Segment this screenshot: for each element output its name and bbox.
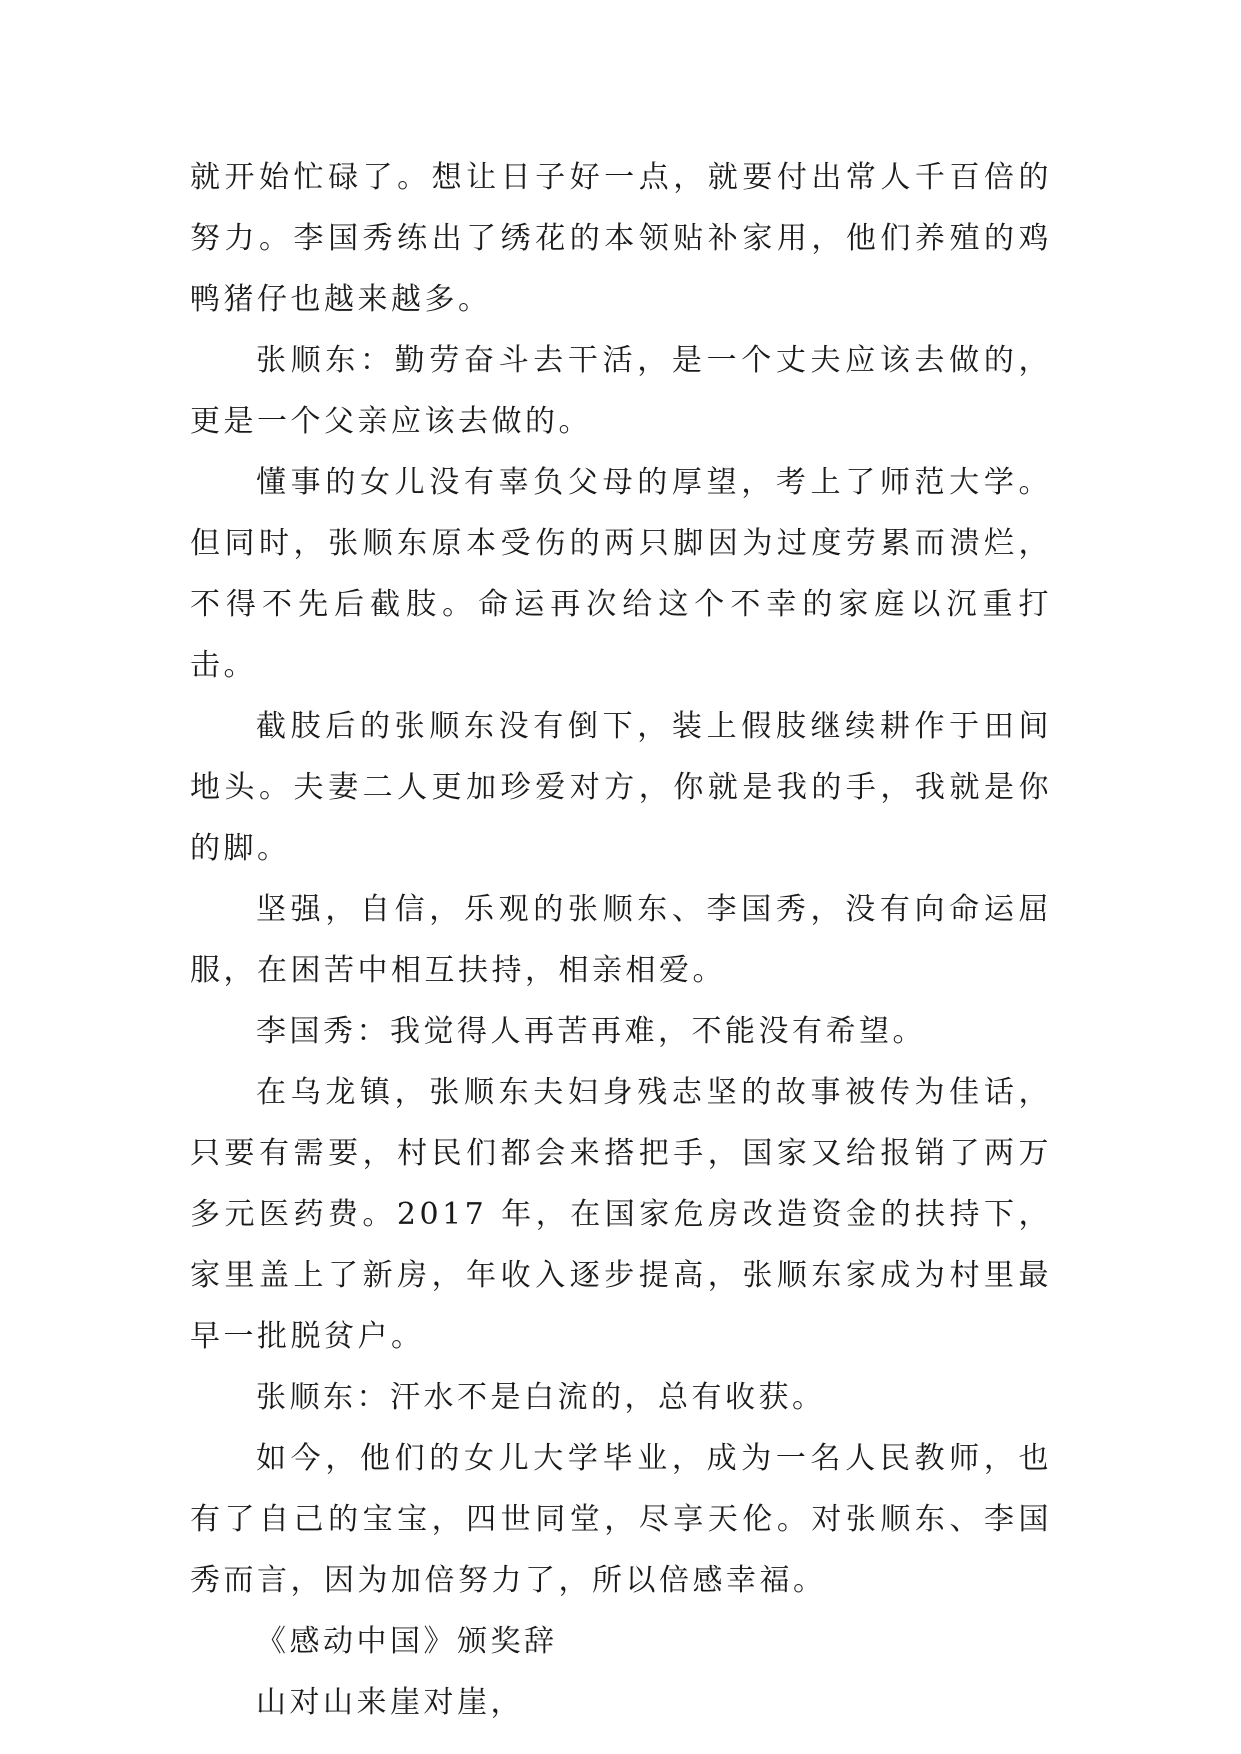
paragraph: 如今，他们的女儿大学毕业，成为一名人民教师，也有了自己的宝宝，四世同堂，尽享天伦。对张顺东、李国秀而言，因为加倍努力了，所以倍感幸福。 — [190, 1441, 1052, 1598]
paragraph: 张顺东：勤劳奋斗去干活，是一个丈夫应该去做的，更是一个父亲应该去做的。 — [190, 343, 1052, 439]
paragraph: 李国秀：我觉得人再苦再难，不能没有希望。 — [256, 1014, 926, 1049]
poem-line: 山对山来崖对崖， — [256, 1685, 524, 1720]
paragraph: 坚强，自信，乐观的张顺东、李国秀，没有向命运屈服，在困苦中相互扶持，相亲相爱。 — [190, 892, 1052, 988]
section-heading: 《感动中国》颁奖辞 — [256, 1624, 558, 1659]
paragraph: 懂事的女儿没有辜负父母的厚望，考上了师范大学。但同时，张顺东原本受伤的两只脚因为过度劳累而溃烂，不得不先后截肢。命运再次给这个不幸的家庭以沉重打击。 — [190, 465, 1052, 683]
paragraph: 张顺东：汗水不是白流的，总有收获。 — [256, 1380, 826, 1415]
paragraph: 截肢后的张顺东没有倒下，装上假肢继续耕作于田间地头。夫妻二人更加珍爱对方，你就是我的手，我就是你的脚。 — [190, 709, 1052, 866]
document-body — [190, 147, 1052, 1733]
paragraph: 就开始忙碌了。想让日子好一点，就要付出常人千百倍的努力。李国秀练出了绣花的本领贴补家用，他们养殖的鸡鸭猪仔也越来越多。 — [190, 160, 1052, 317]
paragraph: 在乌龙镇，张顺东夫妇身残志坚的故事被传为佳话，只要有需要，村民们都会来搭把手，国家又给报销了两万多元医药费。2017 年，在国家危房改造资金的扶持下，家里盖上了新房，年收入逐步提高，张顺东家成为村里最早一批脱贫户。 — [190, 1075, 1052, 1354]
